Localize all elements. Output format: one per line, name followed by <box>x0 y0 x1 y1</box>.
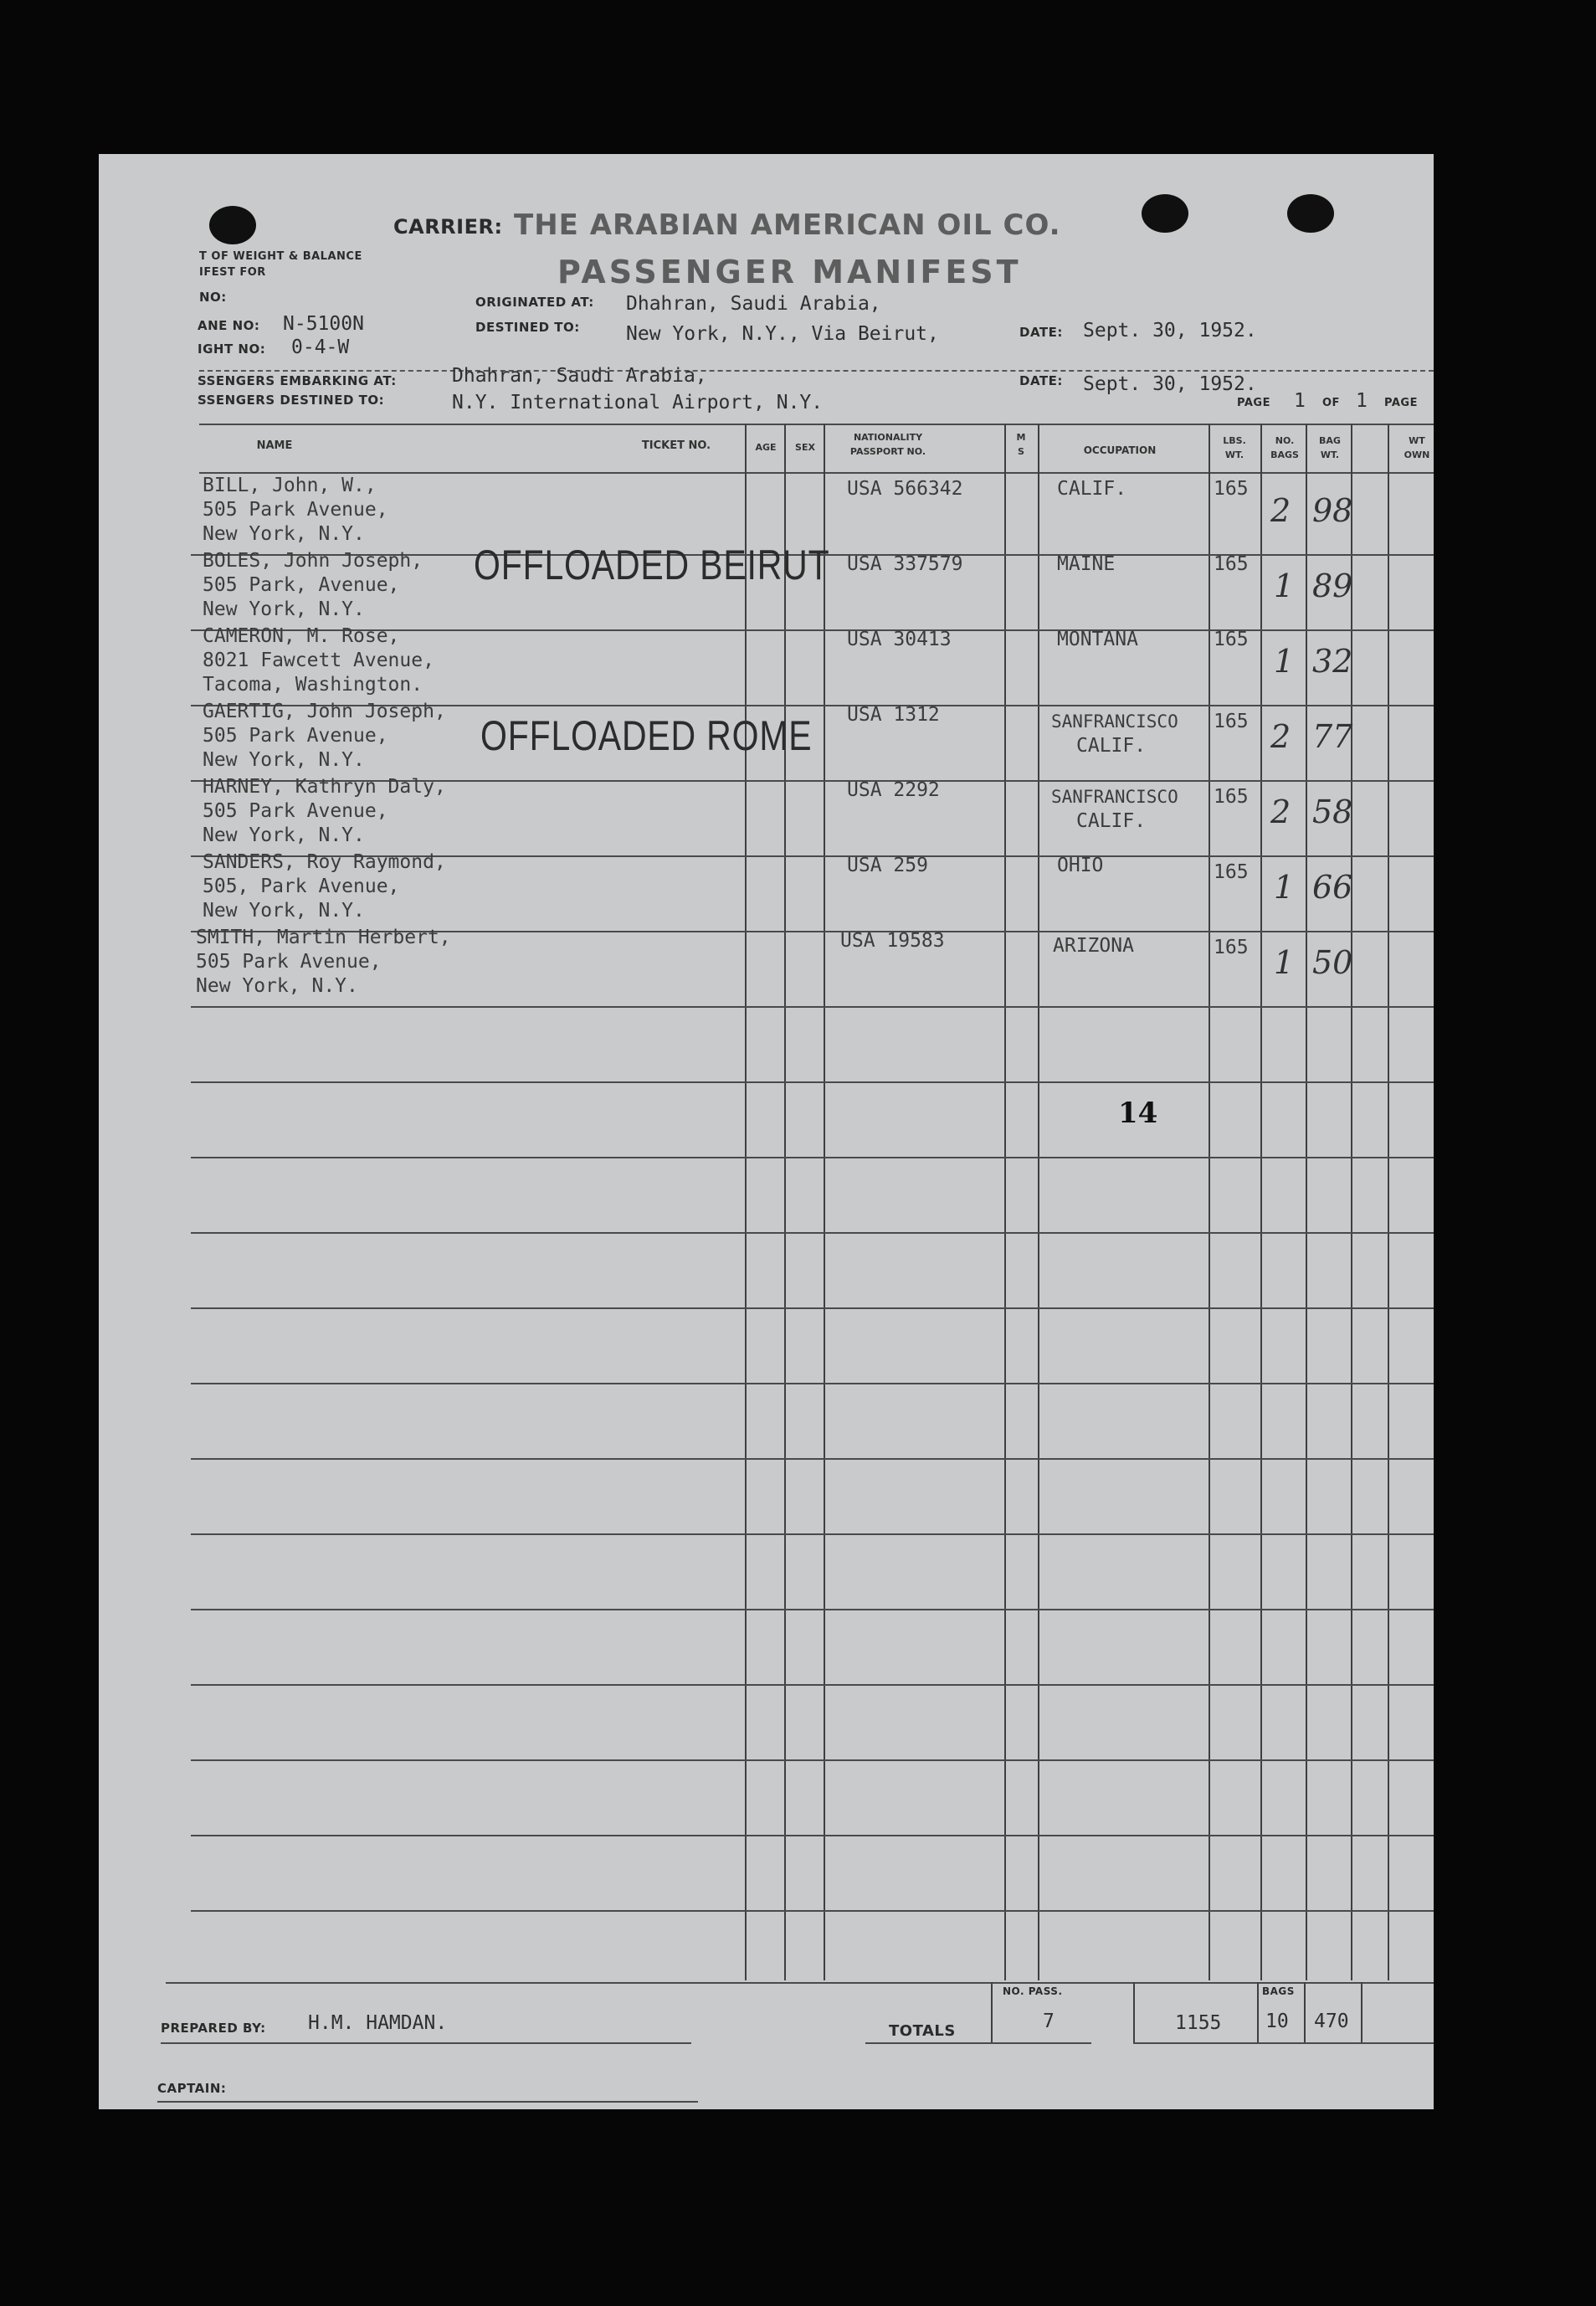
passenger-passport: USA 1312 <box>847 704 940 726</box>
passenger-occupation: SANFRANCISCO <box>1051 787 1178 807</box>
passenger-name: BILL, John, W., <box>203 475 377 496</box>
row-note-number: 14 <box>1118 1097 1158 1130</box>
row-rule <box>191 1609 1434 1610</box>
passenger-city: New York, N.Y. <box>196 975 358 997</box>
row-rule <box>191 1458 1434 1460</box>
row-rule <box>191 1006 1434 1008</box>
weight-balance-label: T OF WEIGHT & BALANCE <box>199 250 362 263</box>
row-rule <box>191 1383 1434 1384</box>
passenger-city: New York, N.Y. <box>203 824 365 846</box>
passenger-bags: 1 <box>1274 568 1295 604</box>
flight-no-label: IGHT NO: <box>198 342 266 357</box>
row-rule <box>191 1759 1434 1761</box>
row-rule <box>191 1910 1434 1912</box>
col-rule <box>1209 424 1210 1980</box>
prepared-by-label: PREPARED BY: <box>161 2021 266 2036</box>
passenger-address: 505 Park Avenue, <box>203 725 388 747</box>
passenger-city: New York, N.Y. <box>203 749 365 771</box>
captain-label: CAPTAIN: <box>157 2081 227 2096</box>
passenger-occupation: OHIO <box>1057 855 1104 876</box>
passenger-address: 505 Park, Avenue, <box>203 574 400 596</box>
destined-value: New York, N.Y., Via Beirut, <box>626 323 939 345</box>
passenger-occupation-2: CALIF. <box>1076 810 1147 832</box>
carrier-name: THE ARABIAN AMERICAN OIL CO. <box>514 208 1061 242</box>
prepared-by-line <box>161 2042 691 2044</box>
pages-label: PAGE <box>1384 397 1418 409</box>
offloaded-rome-stamp: OFFLOADED ROME <box>480 712 813 759</box>
col-occupation-header: OCCUPATION <box>1083 444 1157 456</box>
col-rule <box>784 424 786 1980</box>
col-rule <box>1260 424 1262 1980</box>
manifest-sheet <box>99 154 1434 2109</box>
passenger-bag-weight: 89 <box>1312 568 1353 604</box>
total-passengers: 7 <box>1043 2011 1055 2032</box>
passenger-weight: 165 <box>1214 629 1249 650</box>
totals-rule <box>1257 1982 1259 2042</box>
col-ms-header: M S <box>1016 432 1026 457</box>
no-label: NO: <box>199 290 227 305</box>
passenger-bag-weight: 50 <box>1312 944 1353 981</box>
header-bottom-rule <box>199 472 1434 474</box>
bags-label: BAGS <box>1262 1985 1295 1997</box>
passenger-bag-weight: 77 <box>1312 718 1353 755</box>
passenger-bag-weight: 58 <box>1312 793 1353 830</box>
row-rule <box>191 1307 1434 1309</box>
row-rule <box>191 1232 1434 1234</box>
originated-value: Dhahran, Saudi Arabia, <box>626 293 881 315</box>
date2-label: DATE: <box>1019 373 1063 388</box>
plane-no: N-5100N <box>283 313 364 335</box>
passenger-name: HARNEY, Kathryn Daly, <box>203 776 446 798</box>
col-wt-own-header: WT OWN <box>1404 435 1430 460</box>
passenger-weight: 165 <box>1214 937 1249 958</box>
col-rule <box>1038 424 1039 1980</box>
passenger-city: New York, N.Y. <box>203 523 365 545</box>
row-rule <box>191 1835 1434 1836</box>
date-label: DATE: <box>1019 325 1063 340</box>
page-number: 1 <box>1294 390 1306 412</box>
col-bag-wt-header: BAG WT. <box>1319 435 1341 460</box>
row-rule <box>166 1982 1434 1984</box>
passenger-bags: 2 <box>1270 492 1291 529</box>
document-title: PASSENGER MANIFEST <box>557 254 1022 290</box>
passenger-address: 505, Park Avenue, <box>203 876 400 897</box>
col-sex-header: SEX <box>795 442 815 453</box>
col-rule <box>745 424 747 1980</box>
passenger-weight: 165 <box>1214 711 1249 732</box>
punch-hole <box>1287 194 1334 233</box>
destined-pass-value: N.Y. International Airport, N.Y. <box>452 392 824 413</box>
captain-line <box>157 2101 698 2103</box>
totals-label: TOTALS <box>889 2022 956 2040</box>
col-rule <box>1306 424 1307 1980</box>
passenger-weight: 165 <box>1214 786 1249 808</box>
date2-value: Sept. 30, 1952. <box>1083 373 1257 395</box>
passenger-address: 505 Park Avenue, <box>203 499 388 521</box>
passenger-weight: 165 <box>1214 553 1249 575</box>
passenger-occupation: SANFRANCISCO <box>1051 711 1178 732</box>
originated-label: ORIGINATED AT: <box>475 295 594 310</box>
destined-label: DESTINED TO: <box>475 320 580 335</box>
passenger-passport: USA 19583 <box>840 930 945 952</box>
passenger-occupation: MONTANA <box>1057 629 1138 650</box>
passenger-name: SMITH, Martin Herbert, <box>196 927 451 948</box>
row-rule <box>191 1533 1434 1535</box>
passenger-passport: USA 259 <box>847 855 928 876</box>
manifest-for-label: IFEST FOR <box>199 266 266 279</box>
row-rule <box>191 1157 1434 1158</box>
table-top-rule <box>199 424 1434 425</box>
embarking-label: SSENGERS EMBARKING AT: <box>198 373 397 388</box>
punch-hole <box>209 206 256 244</box>
passenger-name: BOLES, John Joseph, <box>203 550 423 572</box>
passenger-city: Tacoma, Washington. <box>203 674 423 696</box>
total-bag-weight: 470 <box>1314 2011 1349 2032</box>
passenger-occupation-2: CALIF. <box>1076 735 1147 757</box>
passenger-name: GAERTIG, John Joseph, <box>203 701 446 722</box>
punch-hole <box>1142 194 1188 233</box>
totals-rule <box>1133 1982 1135 2042</box>
date-value: Sept. 30, 1952. <box>1083 320 1257 342</box>
col-rule <box>1004 424 1006 1980</box>
row-rule <box>191 1684 1434 1686</box>
passenger-bags: 1 <box>1274 869 1295 906</box>
passenger-passport: USA 2292 <box>847 779 940 801</box>
totals-rule <box>1304 1982 1306 2042</box>
totals-rule <box>1361 1982 1363 2042</box>
passenger-bag-weight: 98 <box>1312 492 1353 529</box>
col-no-bags-header: NO. BAGS <box>1270 435 1299 460</box>
col-rule <box>824 424 825 1980</box>
totals-right-line <box>1133 2042 1434 2044</box>
passenger-address: 8021 Fawcett Avenue, <box>203 650 434 671</box>
passenger-name: CAMERON, M. Rose, <box>203 625 400 647</box>
passenger-bags: 2 <box>1270 793 1291 830</box>
col-nationality-header: NATIONALITY PASSPORT NO. <box>849 432 926 457</box>
page-label: PAGE <box>1237 397 1270 409</box>
col-lbs-wt-header: LBS. WT. <box>1223 435 1246 460</box>
offloaded-beirut-stamp: OFFLOADED BEIRUT <box>474 542 830 588</box>
totals-line <box>865 2042 1091 2044</box>
col-age-header: AGE <box>755 442 777 453</box>
passenger-bags: 2 <box>1270 718 1291 755</box>
header-divider <box>199 370 1434 372</box>
passenger-passport: USA 566342 <box>847 478 963 500</box>
total-weight: 1155 <box>1175 2012 1222 2034</box>
no-pass-label: NO. PASS. <box>1003 1985 1063 1997</box>
passenger-weight: 165 <box>1214 861 1249 883</box>
passenger-bag-weight: 32 <box>1312 643 1353 680</box>
prepared-by-value: H.M. HAMDAN. <box>308 2012 448 2034</box>
passenger-city: New York, N.Y. <box>203 598 365 620</box>
passenger-address: 505 Park Avenue, <box>196 951 382 973</box>
passenger-bags: 1 <box>1274 944 1295 981</box>
flight-no: 0-4-W <box>291 336 350 358</box>
plane-no-label: ANE NO: <box>198 318 260 333</box>
passenger-bags: 1 <box>1274 643 1295 680</box>
destined-pass-label: SSENGERS DESTINED TO: <box>198 393 385 408</box>
carrier-label: CARRIER: <box>393 215 503 239</box>
of-label: OF <box>1322 397 1340 409</box>
passenger-passport: USA 30413 <box>847 629 952 650</box>
passenger-name: SANDERS, Roy Raymond, <box>203 851 446 873</box>
row-rule <box>191 1081 1434 1083</box>
passenger-occupation: MAINE <box>1057 553 1116 575</box>
page-total: 1 <box>1356 390 1368 412</box>
embarking-value: Dhahran, Saudi Arabia, <box>452 365 707 387</box>
passenger-address: 505 Park Avenue, <box>203 800 388 822</box>
total-bags: 10 <box>1265 2011 1289 2032</box>
passenger-city: New York, N.Y. <box>203 900 365 922</box>
col-name-header: NAME <box>256 439 293 452</box>
passenger-occupation: ARIZONA <box>1053 935 1134 957</box>
passenger-bag-weight: 66 <box>1312 869 1353 906</box>
totals-rule <box>991 1982 993 2042</box>
passenger-passport: USA 337579 <box>847 553 963 575</box>
col-rule <box>1388 424 1389 1980</box>
passenger-occupation: CALIF. <box>1057 478 1127 500</box>
col-ticket-header: TICKET NO. <box>641 439 711 452</box>
passenger-weight: 165 <box>1214 478 1249 500</box>
